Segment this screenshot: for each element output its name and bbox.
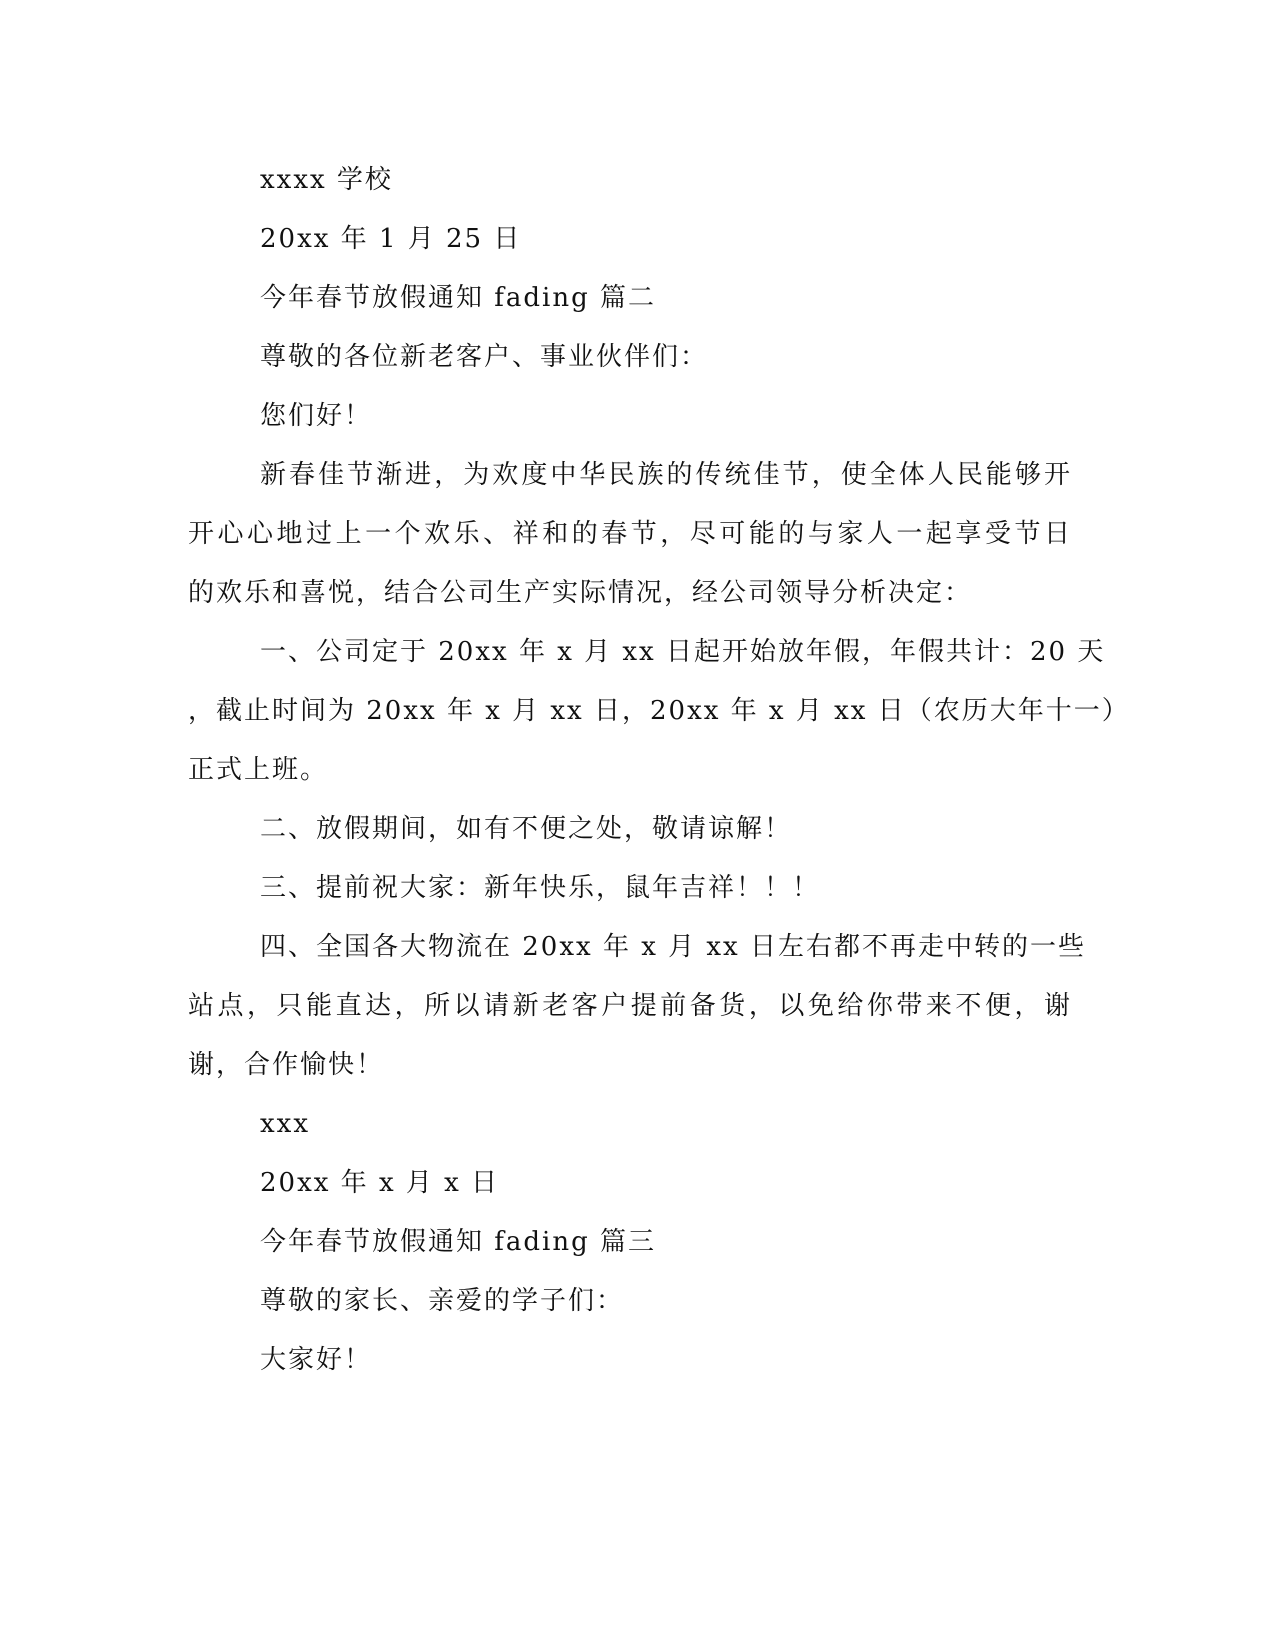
greeting: 您们好！ <box>260 401 373 431</box>
salutation: 尊敬的家长、亲爱的学子们： <box>260 1286 625 1316</box>
paragraph-line: 开心心地过上一个欢乐、祥和的春节，尽可能的与家人一起享受节日 <box>188 519 1072 549</box>
paragraph-line: 谢，合作愉快！ <box>188 1050 385 1080</box>
greeting: 大家好！ <box>260 1345 373 1375</box>
salutation: 尊敬的各位新老客户、事业伙伴们： <box>260 342 709 372</box>
signature: xxx <box>260 1109 310 1139</box>
paragraph-line: 新春佳节渐进，为欢度中华民族的传统佳节，使全体人民能够开 <box>260 460 1072 490</box>
paragraph-line: 正式上班。 <box>188 755 329 785</box>
school-signature: xxxx 学校 <box>260 165 393 195</box>
paragraph-line: 三、提前祝大家：新年快乐，鼠年吉祥！！！ <box>260 873 821 903</box>
signature-date: 20xx 年 x 月 x 日 <box>260 1168 500 1198</box>
paragraph-line: ，截止时间为 20xx 年 x 月 xx 日，20xx 年 x 月 xx 日（农历大年十一） <box>188 696 1130 726</box>
paragraph-line: 的欢乐和喜悦，结合公司生产实际情况，经公司领导分析决定： <box>188 578 973 608</box>
paragraph-line: 站点，只能直达，所以请新老客户提前备货，以免给你带来不便，谢 <box>188 991 1072 1021</box>
section-title-3: 今年春节放假通知 fading 篇三 <box>260 1227 657 1257</box>
paragraph-line: 四、全国各大物流在 20xx 年 x 月 xx 日左右都不再走中转的一些 <box>260 932 1086 962</box>
paragraph-line: 一、公司定于 20xx 年 x 月 xx 日起开始放年假，年假共计：20 天 <box>260 637 1106 667</box>
notice-date: 20xx 年 1 月 25 日 <box>260 224 522 254</box>
section-title-2: 今年春节放假通知 fading 篇二 <box>260 283 657 313</box>
paragraph-line: 二、放假期间，如有不便之处，敬请谅解！ <box>260 814 793 844</box>
